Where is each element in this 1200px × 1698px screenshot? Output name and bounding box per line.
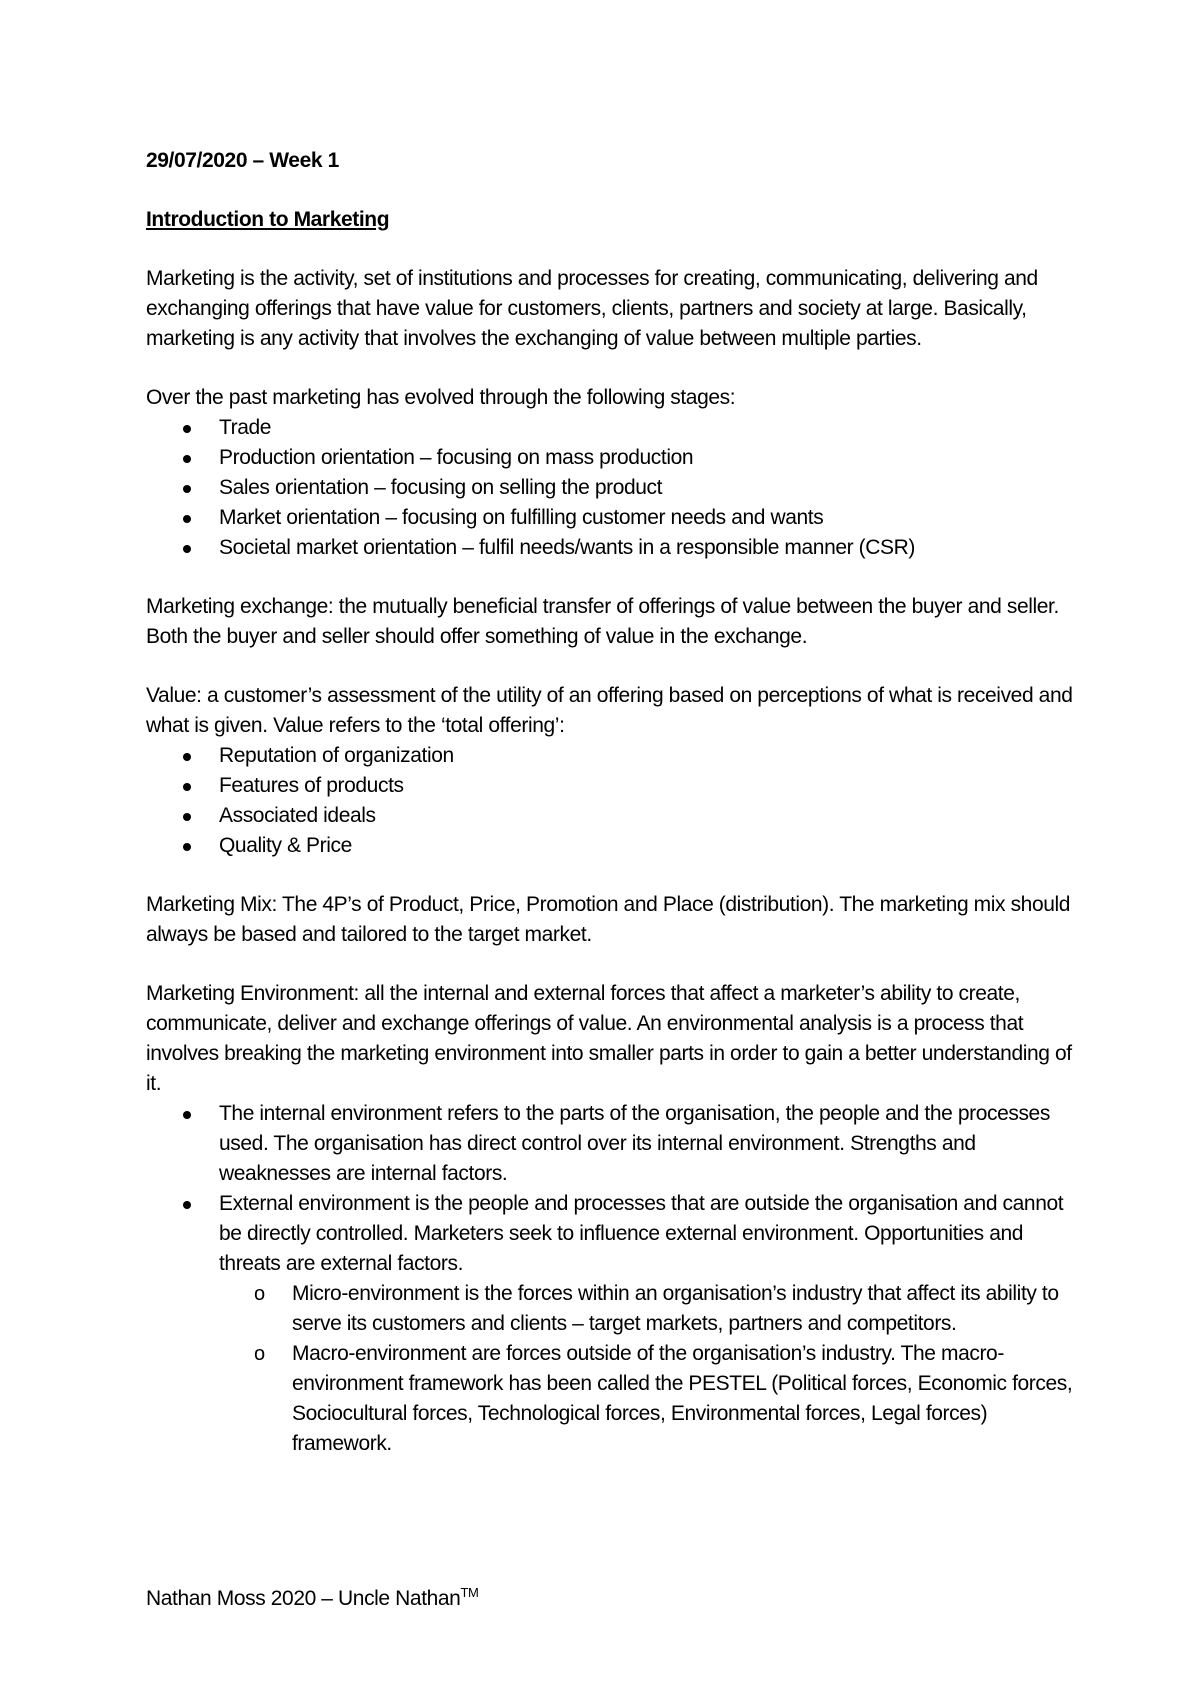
list-item: Reputation of organization [146, 741, 1076, 771]
document-page [146, 146, 1076, 1459]
bullet-icon [183, 753, 191, 761]
list-item: Quality & Price [146, 831, 1076, 861]
list-item: External environment is the people and processes that are outside the organisation and cannot be directly controlled. Marketers seek to influence external environment. Opportunities and threats are external factors. o Micro-environment is the forces within an organisation’s industry that affect its ability to serve its customers and clients – target markets, partners and competitors. o Macro-environment are forces outside of the organisation’s industry. The macro-environment framework has been called the PESTEL (Political forces, Economic forces, Sociocultural forces, Technological forces, Environmental forces, Legal forces) framework. [146, 1189, 1076, 1459]
bullet-icon [183, 843, 191, 851]
circle-bullet-icon: o [254, 1343, 265, 1365]
bullet-icon [183, 515, 191, 523]
external-sublist [219, 1279, 1076, 1459]
page-title: Introduction to Marketing [146, 208, 390, 231]
stages-intro: Over the past marketing has evolved through the following stages: [146, 386, 736, 409]
trademark-mark: TM [460, 1585, 479, 1600]
definition-paragraph: Marketing is the activity, set of institutions and processes for creating, communicating, delivering and exchanging offerings that have value for customers, clients, partners and society at large. Basically, marketing is any activity that involves the exchanging of value between multiple parties. [146, 267, 1038, 350]
bullet-icon [183, 455, 191, 463]
list-item: Associated ideals [146, 801, 1076, 831]
footer-text: Nathan Moss 2020 – Uncle Nathan [146, 1587, 461, 1610]
value-paragraph: Value: a customer’s assessment of the utility of an offering based on perceptions of what is received and what is given. Value refers to the ‘total offering’: [146, 684, 1073, 737]
environment-list [146, 1099, 1076, 1459]
environment-paragraph: Marketing Environment: all the internal and external forces that affect a marketer’s ability to create, communicate, deliver and exchange offerings of value. An environmental analysis is a process that involves breaking the marketing environment into smaller parts in order to gain a better understanding of it. [146, 982, 1072, 1095]
bullet-icon [183, 783, 191, 791]
list-item: The internal environment refers to the parts of the organisation, the people and the processes used. The organisation has direct control over its internal environment. Strengths and weaknesses are internal factors. [146, 1099, 1076, 1189]
exchange-paragraph: Marketing exchange: the mutually beneficial transfer of offerings of value between the buyer and seller. Both the buyer and seller should offer something of value in the exchange. [146, 595, 1059, 648]
bullet-icon [183, 425, 191, 433]
bullet-icon [183, 1201, 191, 1209]
list-item: Trade [146, 413, 1076, 443]
bullet-icon [183, 485, 191, 493]
bullet-icon [183, 813, 191, 821]
list-item: Sales orientation – focusing on selling the product [146, 473, 1076, 503]
value-list [146, 741, 1076, 861]
bullet-icon [183, 545, 191, 553]
date-week-heading: 29/07/2020 – Week 1 [146, 149, 339, 172]
list-item: Societal market orientation – fulfil needs/wants in a responsible manner (CSR) [146, 533, 1076, 563]
sub-list-item: o Macro-environment are forces outside of the organisation’s industry. The macro-environment framework has been called the PESTEL (Political forces, Economic forces, Sociocultural forces, Technological forces, Environmental forces, Legal forces) framework. [219, 1339, 1076, 1459]
mix-paragraph: Marketing Mix: The 4P’s of Product, Price, Promotion and Place (distribution). The marketing mix should always be based and tailored to the target market. [146, 893, 1071, 946]
list-item: Features of products [146, 771, 1076, 801]
circle-bullet-icon: o [254, 1283, 265, 1305]
list-item: Market orientation – focusing on fulfilling customer needs and wants [146, 503, 1076, 533]
page-footer [146, 1578, 478, 1614]
stages-list [146, 413, 1076, 563]
sub-list-item: o Micro-environment is the forces within an organisation’s industry that affect its ability to serve its customers and clients – target markets, partners and competitors. [219, 1279, 1076, 1339]
list-item: Production orientation – focusing on mass production [146, 443, 1076, 473]
bullet-icon [183, 1111, 191, 1119]
